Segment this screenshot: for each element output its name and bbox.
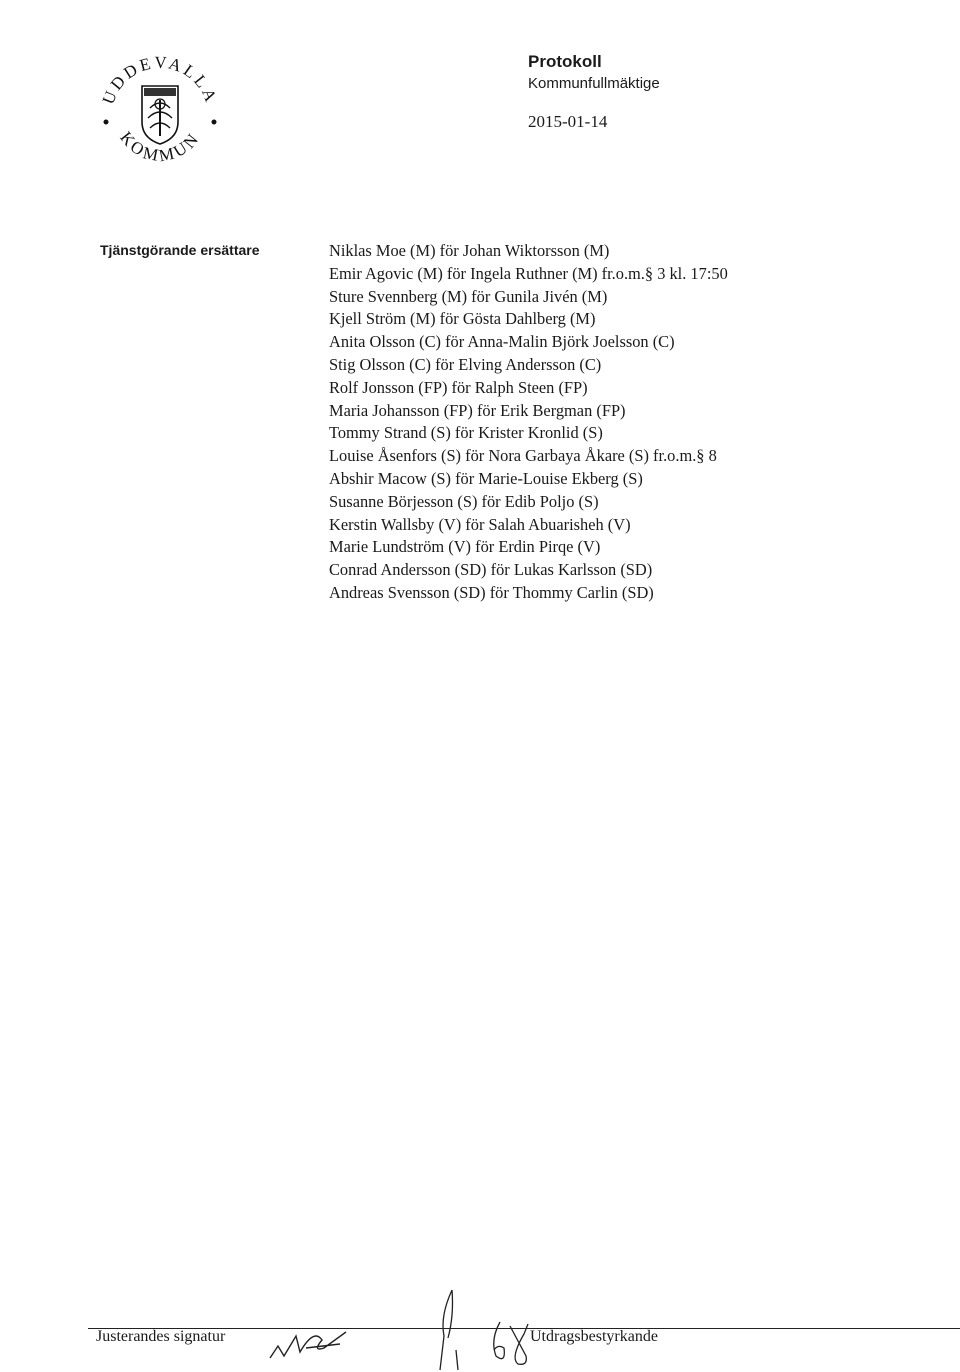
list-item: Maria Johansson (FP) för Erik Bergman (FP) — [329, 400, 626, 420]
list-item: Sture Svennberg (M) för Gunila Jivén (M) — [329, 286, 608, 306]
list-item: Niklas Moe (M) för Johan Wiktorsson (M) — [329, 241, 610, 260]
list-item: Conrad Andersson (SD) för Lukas Karlsson (SD) — [329, 560, 653, 580]
handwritten-signature-1 — [262, 1318, 352, 1364]
seal-ring-text-top: UDDEVALLA — [98, 52, 222, 107]
list-item: Emir Agovic (M) för Ingela Ruthner (M) fr.o.m.§ 3 kl. 17:50 — [329, 263, 728, 283]
list-item: Tommy Strand (S) för Krister Kronlid (S) — [329, 423, 603, 443]
list-item: Louise Åsenfors (S) för Nora Garbaya Åkare (S) fr.o.m.§ 8 — [329, 446, 717, 466]
municipality-seal-logo — [92, 46, 228, 182]
coat-of-arms-icon — [142, 86, 178, 144]
handwritten-signature-3 — [488, 1316, 532, 1370]
document-subtitle: Kommunfullmäktige — [528, 75, 660, 92]
list-item: Anita Olsson (C) för Anna-Malin Björk Joelsson (C) — [329, 332, 675, 352]
list-item: Susanne Börjesson (S) för Edib Poljo (S) — [329, 491, 599, 511]
list-item: Marie Lundström (V) för Erdin Pirqe (V) — [329, 537, 601, 557]
list-item: Stig Olsson (C) för Elving Andersson (C) — [329, 354, 602, 374]
document-date: 2015-01-14 — [528, 112, 608, 131]
seal-ring-text-bottom: KOMMUN — [116, 128, 204, 166]
document-title: Protokoll — [528, 52, 602, 71]
section-label: Tjänstgörande ersättare — [100, 242, 260, 258]
document-header — [528, 52, 660, 132]
substitute-list — [329, 240, 929, 605]
list-item: Kerstin Wallsby (V) för Salah Abuarisheh (V) — [329, 514, 631, 534]
list-item: Kjell Ström (M) för Gösta Dahlberg (M) — [329, 309, 596, 329]
list-item: Rolf Jonsson (FP) för Ralph Steen (FP) — [329, 377, 588, 397]
list-item: Andreas Svensson (SD) för Thommy Carlin (SD) — [329, 582, 654, 602]
footer-signature-label: Justerandes signatur — [96, 1328, 226, 1345]
footer-certification-label: Utdragsbestyrkande — [530, 1328, 658, 1345]
handwritten-signature-2 — [430, 1286, 470, 1372]
list-item: Abshir Macow (S) för Marie-Louise Ekberg (S) — [329, 468, 643, 488]
